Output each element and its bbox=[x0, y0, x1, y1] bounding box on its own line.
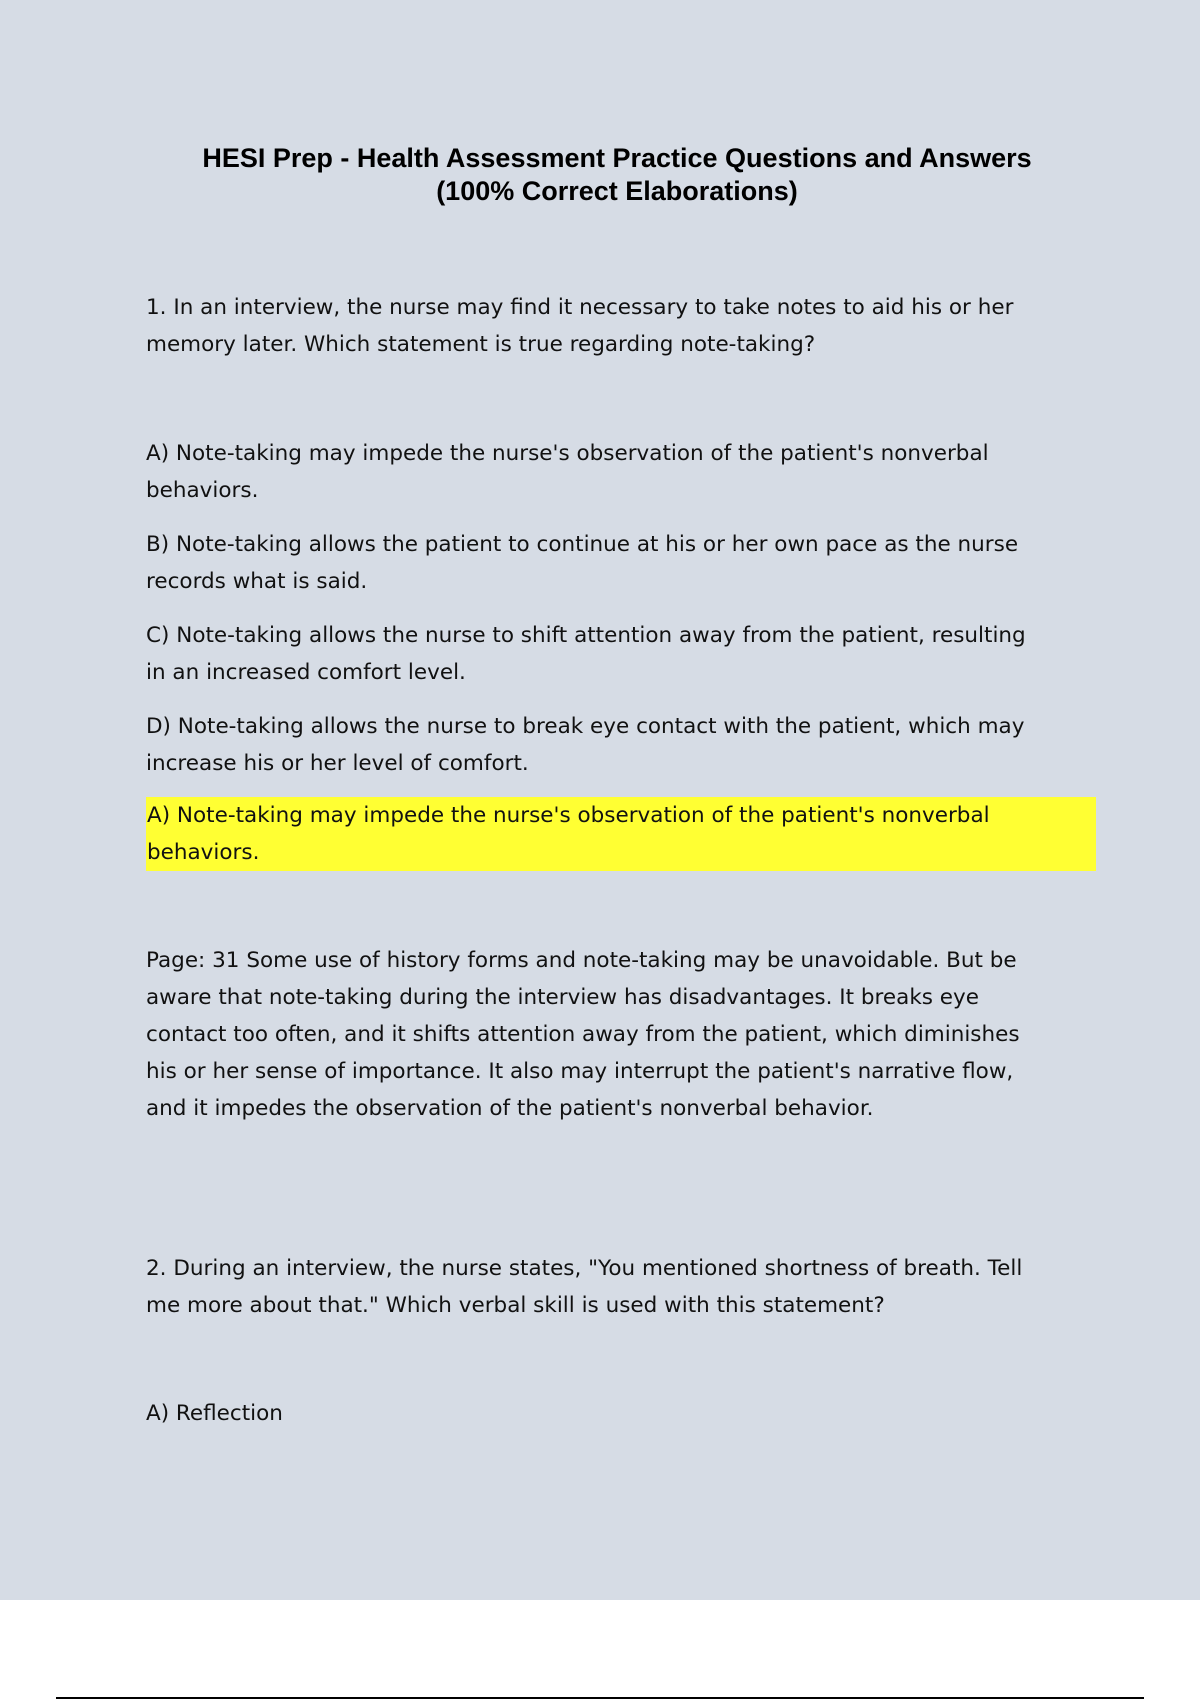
title-line-2: (100% Correct Elaborations) bbox=[436, 176, 798, 206]
question-1-option-a: A) Note-taking may impede the nurse's observation of the patient's nonverbal behaviors. bbox=[146, 441, 989, 503]
title-line-1: HESI Prep - Health Assessment Practice Questions and Answers bbox=[202, 143, 1032, 173]
question-1-option-c: C) Note-taking allows the nurse to shift attention away from the patient, resulting in an increased comfort level. bbox=[146, 623, 1026, 685]
question-2-option-a: A) Reflection bbox=[146, 1401, 283, 1426]
answer-highlight-line-1: A) Note-taking may impede the nurse's observation of the patient's nonverbal bbox=[146, 797, 1096, 834]
question-1-option-d: D) Note-taking allows the nurse to break eye contact with the patient, which may increase his or her level of comfort. bbox=[146, 714, 1025, 776]
question-1-option-b: B) Note-taking allows the patient to continue at his or her own pace as the nurse records what is said. bbox=[146, 532, 1019, 594]
question-1-answer bbox=[146, 797, 1096, 871]
question-1-explanation: Page: 31 Some use of history forms and note-taking may be unavoidable. But be aware that note-taking during the interview has disadvantages. It breaks eye contact too often, and it shifts attention away from the patient, which diminishes his or her sense of importance. It also may interrupt the patient's narrative flow, and it impedes the observation of the patient's nonverbal behavior. bbox=[146, 948, 1020, 1121]
document-title bbox=[0, 142, 1200, 208]
question-2-text: 2. During an interview, the nurse states, "You mentioned shortness of breath. Tell me more about that." Which verbal skill is used with this statement? bbox=[146, 1256, 1023, 1318]
footer-divider bbox=[56, 1697, 1144, 1699]
question-1-text: 1. In an interview, the nurse may find it necessary to take notes to aid his or her memory later. Which statement is true regarding note-taking? bbox=[146, 295, 1014, 357]
answer-highlight-line-2: behaviors. bbox=[146, 834, 1096, 871]
